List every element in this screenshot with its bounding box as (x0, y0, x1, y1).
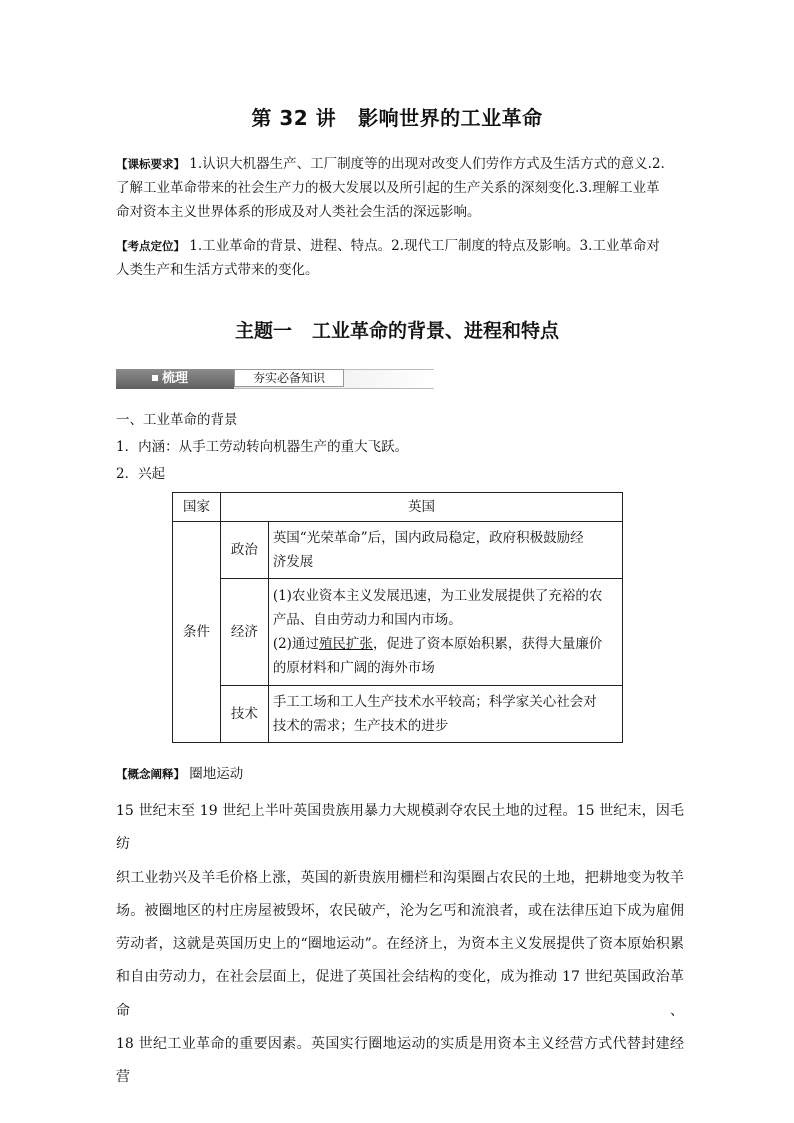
curriculum-requirements (116, 152, 686, 224)
curriculum-line: 了解工业革命带来的社会生产力的极大发展以及所引起的生产关系的深刻变化.3.理解工业革 (116, 180, 660, 196)
table-header-england: 英国 (220, 493, 622, 522)
banner-dark-tab (116, 369, 234, 389)
exam-points-line: 人类生产和生活方式带来的变化。 (116, 262, 319, 278)
table-row (173, 522, 623, 579)
curriculum-line: 1.认识大机器生产、工厂制度等的出现对改变人们劳作方式及生活方式的意义.2. (189, 156, 665, 172)
paragraph-line: 场。被圈地区的村庄房屋被毁坏，农民破产，沦为乞丐和流浪者，或在法律压迫下成为雇佣 (116, 902, 684, 919)
curriculum-line: 命对资本主义世界体系的形成及对人类社会生活的深远影响。 (116, 204, 481, 220)
lesson-name: 影响世界的工业革命 (358, 106, 543, 130)
conditions-label: 条件 (173, 522, 221, 743)
politics-cell (268, 522, 622, 579)
technology-cell (268, 686, 622, 743)
table-row (173, 579, 623, 686)
cell-text: (2)通过 (272, 636, 319, 652)
curriculum-tag: 【课标要求】 (116, 157, 185, 171)
conditions-table (172, 492, 623, 743)
cell-line (273, 632, 618, 656)
paragraph-line: 18 世纪工业革命的重要因素。英国实行圈地运动的实质是用资本主义经营方式代替封建经营 (116, 1036, 684, 1086)
cell-line: 济发展 (272, 554, 314, 570)
cell-line: 产品、自由劳动力和国内市场。 (272, 612, 462, 628)
lesson-title (0, 102, 794, 131)
topic-name: 工业革命的背景、进程和特点 (312, 320, 560, 342)
concept-tag: 【概念阐释】 (116, 767, 185, 781)
square-bullet-icon (152, 375, 158, 381)
technology-label: 技术 (220, 686, 268, 743)
concept-term: 圈地运动 (189, 766, 244, 782)
lesson-number: 第 32 讲 (251, 106, 337, 130)
cell-line: 的原材料和广阔的海外市场 (272, 660, 435, 676)
cell-line: 手工工场和工人生产技术水平较高；科学家关心社会对 (272, 694, 597, 710)
topic-number: 主题一 (234, 320, 292, 342)
banner-subtitle: 夯实必备知识 (234, 369, 344, 387)
politics-label: 政治 (220, 522, 268, 579)
exam-points-tag: 【考点定位】 (116, 239, 185, 253)
table-header-country: 国家 (173, 493, 221, 522)
list-item: 1．内涵：从手工劳动转向机器生产的重大飞跃。 (116, 439, 409, 455)
exam-points-line: 1.工业革命的背景、进程、特点。2.现代工厂制度的特点及影响。3.工业革命对 (189, 238, 660, 254)
concept-paragraph (116, 795, 684, 1095)
concept-heading (116, 764, 243, 784)
table-row (173, 686, 623, 743)
section-heading: 一、工业革命的背景 (116, 412, 238, 428)
paragraph-line: 织工业勃兴及羊毛价格上涨，英国的新贵族用栅栏和沟渠圈占农民的土地，把耕地变为牧羊 (116, 869, 684, 886)
banner-label: 梳理 (162, 371, 189, 386)
section-banner (116, 368, 434, 390)
cell-line: (1)农业资本主义发展迅速，为工业发展提供了充裕的农 (272, 588, 603, 604)
paragraph-line: 和自由劳动力，在社会层面上，促进了英国社会结构的变化，成为推动 17 世纪英国政治革命、 (116, 969, 684, 1019)
paragraph-line: 劳动者，这就是英国历史上的“圈地运动”。在经济上，为资本主义发展提供了资本原始积累 (116, 936, 684, 953)
table-row (173, 493, 623, 522)
underlined-term: 殖民扩张 (318, 636, 373, 652)
cell-text: ，促进了资本原始积累，获得大量廉价 (372, 636, 603, 652)
topic-title (0, 316, 794, 343)
exam-points (116, 234, 686, 282)
cell-line: 英国“光荣革命”后，国内政局稳定，政府积极鼓励经 (272, 530, 584, 546)
paragraph-line: 15 世纪末至 19 世纪上半叶英国贵族用暴力大规模剥夺农民土地的过程。15 世纪末，因毛纺 (116, 803, 684, 853)
economy-cell (268, 579, 622, 686)
cell-line: 技术的需求；生产技术的进步 (272, 718, 449, 734)
economy-label: 经济 (220, 579, 268, 686)
list-item: 2．兴起 (116, 466, 166, 482)
